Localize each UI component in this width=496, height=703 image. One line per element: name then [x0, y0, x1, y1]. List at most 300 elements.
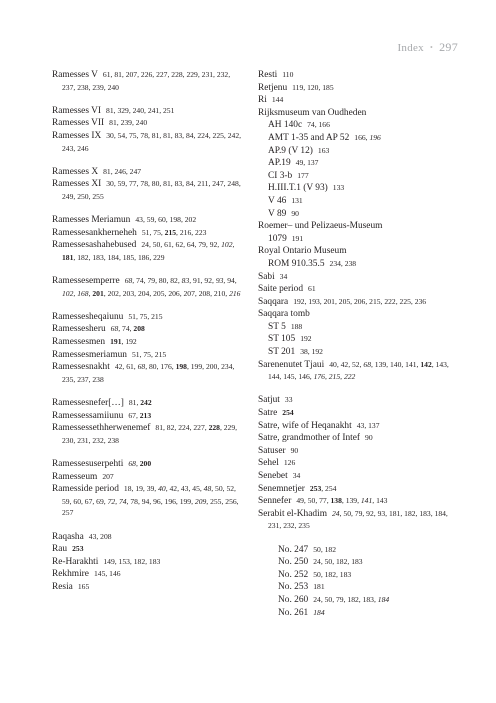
page-ref: 166, — [354, 132, 370, 142]
page-ref: 208 — [133, 324, 145, 334]
index-entry — [52, 531, 244, 544]
index-subentry — [258, 119, 456, 132]
page-references — [296, 496, 387, 505]
page-references — [313, 545, 336, 554]
index-term: Ramesses VII — [52, 118, 105, 129]
index-entry — [52, 458, 244, 471]
page-ref: , — [340, 372, 344, 382]
index-entry — [258, 271, 456, 284]
page-ref: 168 — [77, 288, 89, 298]
page-ref: 198 — [175, 362, 187, 372]
index-entry — [258, 283, 456, 296]
index-term: Resia — [52, 581, 73, 592]
index-term: Sehel — [258, 458, 279, 469]
page-ref: 102 — [62, 288, 74, 298]
page-ref: 81, 329, 240, 241, 251 — [106, 105, 175, 115]
index-term: Sarenenutet Tjaui — [258, 359, 325, 370]
index-term: Satuser — [258, 445, 286, 456]
index-subentry — [258, 569, 456, 582]
index-subentry — [258, 594, 456, 607]
index-subentry — [258, 607, 456, 620]
index-entry — [52, 556, 244, 569]
page-references — [313, 582, 324, 591]
index-term: Retjenu — [258, 82, 288, 93]
page-ref: 201 — [92, 288, 104, 298]
page-references — [300, 334, 311, 343]
index-entry — [258, 495, 456, 508]
page-references — [291, 446, 299, 455]
page-ref: , 50, 79, 92, 93, 181, 182, 183, 184, 231, 232, 235 — [268, 508, 448, 531]
index-term: Rau — [52, 544, 68, 555]
page-references — [293, 297, 426, 306]
page-ref: 216 — [229, 288, 241, 298]
page-ref: 93 — [215, 276, 224, 286]
page-ref: 81, 246, 247 — [103, 166, 142, 176]
index-term: Ramessesankherneheh — [52, 227, 137, 238]
header-section: Index — [397, 41, 424, 54]
page-ref: , 50, 52, 59, 60, 67, 69, — [62, 484, 236, 506]
index-term: Ramessesashahebused — [52, 240, 137, 251]
index-entry — [52, 214, 244, 227]
index-column-right — [258, 69, 456, 619]
index-term: CI 3-b — [268, 170, 293, 181]
page-references — [291, 209, 299, 218]
index-term: Raqasha — [52, 531, 84, 542]
index-term: No. 252 — [278, 569, 309, 580]
page-references — [142, 228, 207, 237]
page-ref: 33 — [284, 395, 293, 405]
page-ref: 40, 42, 52, — [329, 359, 364, 369]
page-ref: 144 — [271, 95, 284, 105]
index-entry — [258, 483, 456, 496]
page-ref: 68 — [137, 362, 146, 372]
page-references — [330, 259, 357, 268]
page-ref: 138 — [330, 496, 342, 506]
index-term: Saqqara — [258, 296, 289, 307]
index-entry — [52, 410, 244, 423]
page-ref: 30, 54, 75, 78, 81, 81, 83, 84, 224, 225, 242, 243, 246 — [62, 130, 242, 153]
page-ref: , 74, — [118, 324, 134, 334]
page-ref: 34 — [279, 271, 288, 281]
index-entry — [52, 471, 244, 484]
index-term: AH 140c — [268, 120, 303, 131]
page-references — [280, 272, 288, 281]
index-entry — [52, 275, 244, 299]
index-entry — [258, 69, 456, 82]
page-references — [354, 133, 381, 142]
page-references — [300, 347, 323, 356]
page-ref: 254 — [282, 408, 294, 418]
page-ref: , 255, 256, 257 — [62, 496, 239, 518]
page-ref: 50, 182, 183 — [313, 569, 352, 579]
page-references — [111, 324, 145, 333]
page-references — [296, 158, 319, 167]
page-ref: 18, 19, 39, — [123, 484, 159, 494]
index-term: ROM 910.35.5 — [268, 258, 325, 269]
page-ref: 228 — [208, 423, 220, 433]
index-entry — [258, 508, 456, 532]
page-ref: 184 — [377, 594, 390, 604]
index-subentry — [258, 258, 456, 271]
page-references — [135, 215, 196, 224]
index-entry — [52, 568, 244, 581]
page-ref: , — [324, 372, 329, 382]
page-ref: 51, 75, 215 — [128, 311, 163, 321]
page-ref: 131 — [291, 195, 303, 205]
index-term: Ramessesnakht — [52, 362, 110, 373]
page-references — [308, 284, 316, 293]
page-ref: , 199, 200, 234, 235, 237, 238 — [62, 362, 235, 384]
page-ref: 24, 50, 79, 182, 183, — [313, 594, 378, 604]
index-entry — [258, 308, 456, 321]
page-references — [72, 544, 83, 553]
page-references — [365, 433, 373, 442]
index-entry — [258, 359, 456, 383]
page-ref: 163 — [317, 145, 330, 155]
page-references — [318, 146, 329, 155]
page-ref: 222 — [343, 372, 356, 382]
page-ref: 43, 137 — [356, 420, 380, 430]
page-ref: 213 — [139, 410, 152, 420]
index-term: No. 253 — [278, 582, 309, 593]
index-entry — [258, 445, 456, 458]
index-entry — [52, 397, 244, 410]
page-ref: 48 — [203, 484, 212, 494]
page-ref: 67, — [128, 410, 140, 420]
page-ref: , 192 — [121, 337, 137, 347]
page-ref: 181 — [62, 252, 74, 262]
page-ref: 102 — [221, 240, 233, 250]
index-term: Saqqara tomb — [258, 309, 310, 320]
page-ref: 83 — [181, 276, 190, 286]
page-ref: , 254 — [321, 483, 337, 493]
page-ref: 253 — [72, 544, 84, 554]
page-references — [103, 167, 141, 176]
page-ref: , 94, — [223, 276, 237, 286]
page-ref: 68 — [124, 276, 133, 286]
page-references — [103, 557, 160, 566]
page-references — [128, 411, 151, 420]
index-entry — [52, 336, 244, 349]
index-term: Ramessesemperre — [52, 276, 120, 287]
index-term: 1079 — [268, 233, 287, 244]
page-references — [293, 471, 301, 480]
page-references — [132, 350, 166, 359]
page-ref: 90 — [291, 208, 299, 218]
index-entry — [258, 394, 456, 407]
index-term: H.III.T.1 (V 93) — [268, 183, 328, 194]
page-ref: 42, 61, — [114, 362, 138, 372]
index-term: Serabit el-Khadim — [258, 508, 327, 519]
page-ref: 215 — [328, 372, 341, 382]
page-ref: , 91, 92, — [189, 276, 216, 286]
page-ref: 192 — [300, 334, 312, 344]
page-ref: 81, 239, 240 — [109, 118, 148, 128]
page-references — [313, 557, 362, 566]
page-ref: , — [73, 288, 78, 298]
page-references — [313, 608, 324, 617]
page-ref: 188 — [290, 321, 303, 331]
page-ref: 49, 137 — [295, 158, 319, 168]
index-subentry — [258, 581, 456, 594]
index-term: AP.9 (V 12) — [268, 145, 313, 156]
page-references — [357, 421, 380, 430]
page-ref: 90 — [365, 433, 373, 443]
index-entry — [258, 457, 456, 470]
page-references — [129, 398, 152, 407]
page-ref: 81, — [128, 398, 141, 408]
page-references — [102, 472, 113, 481]
page-ref: 90 — [290, 445, 299, 455]
index-entry — [258, 470, 456, 483]
page-ref: 200 — [139, 459, 152, 468]
index-entry — [258, 107, 456, 120]
index-entry — [52, 239, 244, 263]
page-ref: 133 — [332, 183, 345, 193]
page-references — [291, 196, 302, 205]
index-term: AP.19 — [268, 158, 291, 169]
page-ref: 191 — [110, 337, 122, 347]
index-term: No. 260 — [278, 594, 309, 605]
page-ref: 24 — [332, 508, 340, 518]
index-term: Ramesseum — [52, 471, 98, 482]
index-entry — [258, 220, 456, 233]
index-subentry — [258, 195, 456, 208]
page-ref: , — [88, 288, 93, 298]
page-references — [94, 569, 121, 578]
index-subentry — [258, 556, 456, 569]
index-term: Sabi — [258, 271, 275, 282]
page-references — [292, 234, 303, 243]
page-ref: 61, 81, 207, 226, 227, 228, 229, 231, 232, 237, 238, 239, 240 — [62, 70, 231, 92]
page-ref: 119, 120, 185 — [292, 82, 334, 92]
index-term: Re-Harakhti — [52, 556, 99, 567]
page-ref: 30, 59, 77, 78, 80, 81, 83, 84, 211, 247, 248, 249, 250, 255 — [62, 179, 241, 201]
index-entry — [258, 245, 456, 258]
page-ref: 68 — [128, 459, 136, 468]
page-ref: , 80, 176, — [145, 362, 176, 372]
header-bullet: • — [429, 43, 434, 52]
page-ref: 24, 50, 61, 62, 64, 79, 92, — [141, 240, 222, 250]
page-references — [291, 322, 302, 331]
page-ref: , 182, 183, 184, 185, 186, 229 — [73, 252, 165, 262]
index-subentry — [258, 132, 456, 145]
index-term: ST 105 — [268, 334, 296, 345]
index-term: No. 250 — [278, 557, 309, 568]
index-term: Ramesses X — [52, 166, 99, 177]
page-ref: , — [135, 459, 140, 468]
index-term: Rekhmire — [52, 569, 89, 580]
page-ref: 207 — [102, 471, 114, 481]
page-ref: , 78, 94, 96, 196, 199, — [126, 496, 195, 506]
index-entry — [52, 361, 244, 385]
index-term: Ramesses V — [52, 70, 98, 80]
running-header — [397, 40, 458, 55]
page-references — [109, 118, 147, 127]
page-references — [282, 70, 293, 79]
index-entry — [52, 311, 244, 324]
index-term: Roemer– und Pelizaeus-Museum — [258, 221, 383, 232]
page-ref: 209 — [194, 496, 207, 506]
index-subentry — [258, 233, 456, 246]
page-ref: 242 — [140, 398, 152, 408]
index-entry — [258, 407, 456, 420]
index-entry — [52, 543, 244, 556]
page-ref: 177 — [297, 170, 309, 180]
page-references — [292, 83, 333, 92]
page-ref: 51, 75, — [141, 227, 165, 237]
page-references — [313, 570, 351, 579]
index-term: Satre, grandmother of Intef — [258, 433, 361, 444]
page-ref: 24, 50, 182, 183 — [313, 557, 363, 567]
page-ref: 49, 50, 77, — [296, 496, 331, 506]
index-subentry — [258, 182, 456, 195]
index-entry — [52, 323, 244, 336]
page-references — [333, 183, 344, 192]
page-ref: , — [232, 240, 235, 250]
index-entry — [52, 422, 244, 446]
page-references — [310, 484, 337, 493]
page-references — [307, 120, 330, 129]
page-references — [272, 95, 283, 104]
page-ref: 196 — [369, 132, 381, 142]
page-ref: , 42, 43, 45, — [165, 484, 204, 494]
index-term: ST 5 — [268, 321, 286, 332]
index-term: Ramessesmeriamun — [52, 349, 127, 360]
index-subentry — [258, 544, 456, 557]
index-term: Saite period — [258, 284, 304, 295]
page-references — [284, 458, 295, 467]
index-term: Ramessesheru — [52, 324, 106, 335]
page-ref: 145, 146 — [93, 569, 121, 579]
index-term: Ramesses IX — [52, 130, 102, 141]
page-ref: , 74, 79, 80, 82, — [132, 276, 182, 286]
page-ref: 141 — [360, 496, 373, 506]
page-ref: 176 — [313, 372, 325, 382]
index-term: Resti — [258, 70, 278, 80]
page-references — [78, 582, 89, 591]
index-term: Senebet — [258, 471, 288, 481]
page-number: 297 — [439, 40, 458, 54]
index-term: Ramessesheqaiunu — [52, 311, 124, 322]
page-ref: 51, 75, 215 — [131, 349, 167, 359]
index-entry — [52, 581, 244, 594]
page-ref: 68 — [110, 324, 119, 334]
index-term: Ramessessamiiunu — [52, 410, 124, 421]
page-ref: 142 — [420, 359, 432, 369]
page-ref: 61 — [308, 284, 316, 294]
page-ref: 165 — [77, 581, 90, 591]
index-entry — [52, 483, 244, 519]
page-ref: 253 — [309, 483, 322, 493]
page-references — [282, 408, 293, 417]
index-entry — [52, 130, 244, 154]
page-ref: 191 — [291, 233, 304, 243]
index-entry — [258, 296, 456, 309]
index-term: No. 247 — [278, 544, 309, 555]
index-term: Rijksmuseum van Oudheden — [258, 107, 367, 118]
page-ref: 234, 238 — [329, 258, 357, 268]
page-ref: 40 — [158, 484, 166, 494]
page-ref: 74 — [118, 496, 127, 506]
index-entry — [52, 105, 244, 118]
index-term: Ramesses XI — [52, 179, 102, 190]
page-ref: 43, 59, 60, 198, 202 — [135, 215, 197, 225]
page-ref: 34 — [292, 471, 301, 480]
index-entry — [52, 349, 244, 362]
index-term: V 46 — [268, 195, 287, 206]
index-subentry — [258, 170, 456, 183]
index-column-left — [52, 69, 244, 594]
page-references — [89, 532, 112, 541]
index-subentry — [258, 145, 456, 158]
page-ref: 110 — [282, 70, 294, 79]
page-ref: 68 — [363, 359, 371, 369]
index-entry — [258, 432, 456, 445]
page-ref: 149, 153, 182, 183 — [103, 556, 161, 566]
page-references — [106, 106, 174, 115]
index-term: AMT 1-35 and AP 52 — [268, 132, 350, 143]
index-term: No. 261 — [278, 607, 309, 618]
page-ref: 38, 192 — [300, 347, 323, 357]
index-term: Ramessesnefer[…] — [52, 398, 124, 409]
index-entry — [52, 117, 244, 130]
index-entry — [52, 69, 244, 93]
index-term: V 89 — [268, 208, 287, 219]
page-ref: , 216, 223 — [176, 227, 207, 237]
index-term: Ramesses Meriamun — [52, 215, 131, 226]
index-entry — [258, 420, 456, 433]
index-subentry — [258, 333, 456, 346]
index-term: Satre — [258, 408, 278, 419]
index-term: Ramessesmen — [52, 337, 106, 348]
index-entry — [52, 227, 244, 240]
page-ref: 192, 193, 201, 205, 206, 215, 222, 225, 236 — [293, 296, 427, 306]
index-term: Senemnetjer — [258, 483, 305, 494]
page-ref: , 139, 140, 141, — [370, 359, 421, 369]
index-subentry — [258, 157, 456, 170]
page-references — [313, 595, 389, 604]
index-term: Ri — [258, 95, 267, 106]
page-ref: 184 — [313, 607, 325, 617]
page-ref: 43, 208 — [88, 531, 112, 541]
page-ref: 74, 166 — [307, 120, 330, 130]
page-ref: , 229, 230, 231, 232, 238 — [62, 423, 238, 445]
page-references — [285, 395, 293, 404]
page-ref: 215 — [164, 227, 177, 237]
index-term: Ramesses VI — [52, 105, 102, 116]
index-term: Ramessesuserpehti — [52, 459, 124, 469]
page-ref: , — [115, 496, 119, 506]
index-subentry — [258, 346, 456, 359]
page-ref: 72 — [107, 496, 116, 506]
page-references — [128, 312, 162, 321]
index-term: Ramesside period — [52, 484, 119, 495]
page-ref: , 139, — [341, 496, 361, 506]
page-references — [297, 171, 308, 180]
index-term: Royal Ontario Museum — [258, 246, 347, 257]
page-ref: , 143 — [372, 496, 388, 506]
index-subentry — [258, 208, 456, 221]
index-entry — [52, 178, 244, 202]
index-entry — [258, 94, 456, 107]
index-entry — [258, 82, 456, 95]
index-term: Ramessessethherwenemef — [52, 423, 151, 434]
page-ref: , 143, 144, 145, 146, — [268, 359, 449, 382]
index-entry — [52, 166, 244, 179]
index-term: Sennefer — [258, 496, 292, 507]
index-subentry — [258, 321, 456, 334]
